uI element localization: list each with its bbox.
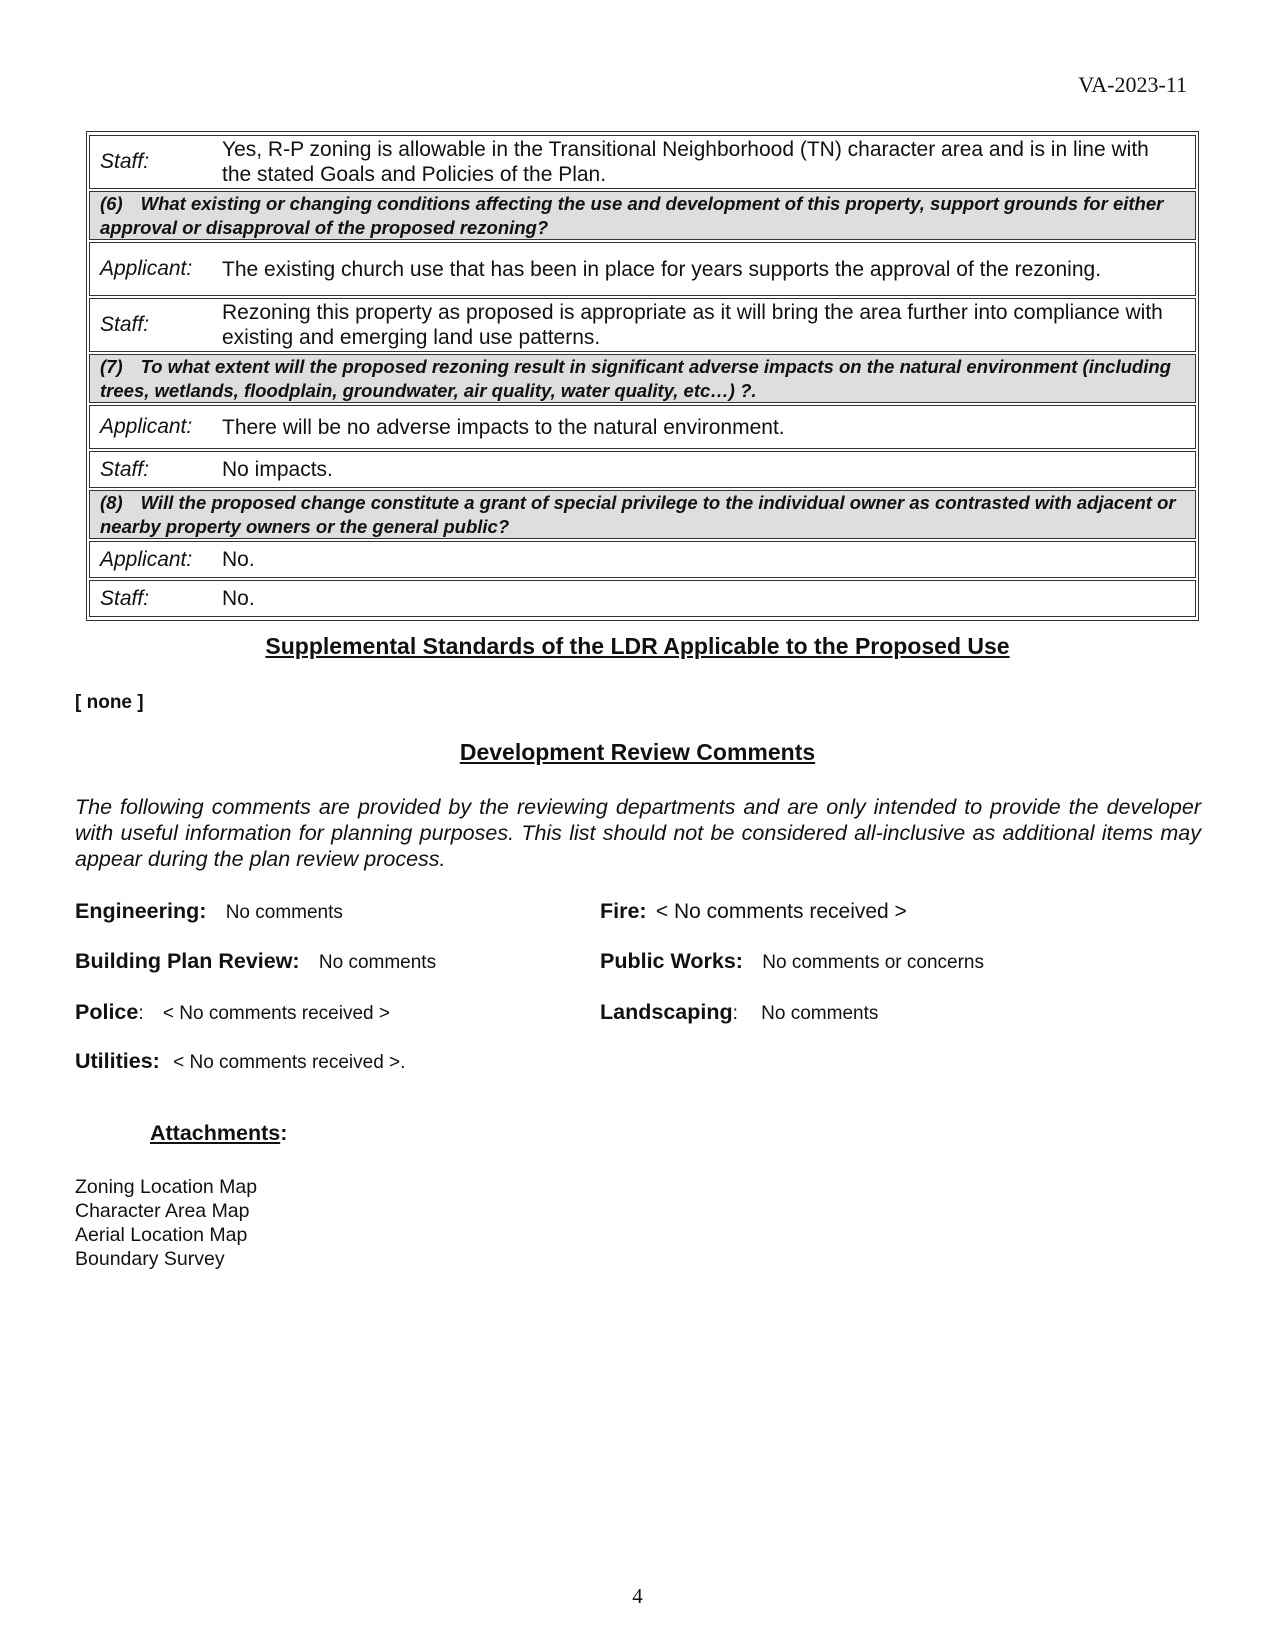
page-number: 4 [632,1584,643,1608]
utilities-value: < No comments received >. [173,1052,406,1073]
question-cell [89,191,1196,240]
row-label: Applicant: [89,242,218,296]
table-row [89,580,1196,617]
public-works-comment [600,949,984,974]
row-text: Yes, R-P zoning is allowable in the Transitional Neighborhood (TN) character area and is in line with the stated Goals and Policies of the Plan. [218,135,1196,189]
criteria-table [86,131,1199,621]
question-row [89,490,1196,539]
table-row [89,242,1196,296]
list-item: Aerial Location Map [75,1224,248,1246]
supplemental-standards-value: [ none ] [75,692,144,713]
supplemental-standards-heading: Supplemental Standards of the LDR Applicable to the Proposed Use [265,633,1010,659]
landscaping-value: No comments [761,1003,879,1024]
document-id: VA-2023-11 [1078,72,1187,97]
question-row [89,354,1196,403]
question-text: To what extent will the proposed rezoning result in significant adverse impacts on the natural environment (including trees, wetlands, floodplain, groundwater, air quality, water quality, etc…) ?. [100,356,1171,401]
row-text: No. [218,580,1196,617]
question-text: Will the proposed change constitute a grant of special privilege to the individual owner as contrasted with adjacent or nearby property owners or the general public? [100,492,1176,537]
row-text: Rezoning this property as proposed is appropriate as it will bring the area further into compliance with existing and emerging land use patterns. [218,298,1196,352]
building-plan-review-value: No comments [318,952,437,973]
police-separator: : [138,1003,144,1024]
row-text: No. [218,541,1196,578]
public-works-label: Public Works: [600,949,743,973]
question-cell [89,354,1196,403]
row-label: Staff: [89,451,218,488]
row-text: There will be no adverse impacts to the natural environment. [218,405,1196,449]
engineering-comment [75,899,343,924]
police-label: Police [75,1000,139,1024]
landscaping-comment [600,1000,878,1025]
fire-comment [600,899,907,924]
table-row [89,135,1196,189]
row-label: Applicant: [89,405,218,449]
review-intro-paragraph: The following comments are provided by the reviewing departments and are only intended to provide the developer with useful information for planning purposes. This list should not be considered all-inclusive as additional items may appear during the plan review process. [75,795,1201,871]
utilities-comment [75,1049,405,1074]
engineering-label: Engineering: [75,899,207,923]
building-plan-review-comment [75,949,436,974]
engineering-value: No comments [225,902,343,923]
row-label: Staff: [89,580,218,617]
landscaping-label: Landscaping [600,1000,733,1024]
public-works-value: No comments or concerns [762,952,984,973]
row-label: Staff: [89,135,218,189]
question-number: (8) [100,492,123,513]
attachments-title: Attachments [150,1121,281,1145]
table-row [89,298,1196,352]
question-text: What existing or changing conditions affecting the use and development of this property, support grounds for either approval or disapproval of the proposed rezoning? [100,193,1164,238]
question-number: (6) [100,193,123,214]
landscaping-separator: : [732,1003,738,1024]
attachments-colon: : [280,1121,288,1145]
row-label: Applicant: [89,541,218,578]
list-item: Character Area Map [75,1200,250,1222]
question-row [89,191,1196,240]
question-cell [89,490,1196,539]
development-review-heading: Development Review Comments [459,739,816,765]
question-number: (7) [100,356,123,377]
attachments-heading [150,1121,287,1146]
row-label: Staff: [89,298,218,352]
row-text: The existing church use that has been in place for years supports the approval of the rezoning. [218,242,1196,296]
table-row [89,451,1196,488]
row-text: No impacts. [218,451,1196,488]
list-item: Boundary Survey [75,1248,225,1270]
building-plan-review-label: Building Plan Review: [75,949,300,973]
utilities-label: Utilities: [75,1049,160,1073]
table-row [89,541,1196,578]
police-comment [75,1000,390,1025]
police-value: < No comments received > [162,1003,390,1024]
fire-label: Fire: [600,899,647,923]
fire-value: < No comments received > [655,900,907,923]
list-item: Zoning Location Map [75,1176,258,1198]
table-row [89,405,1196,449]
attachments-list [75,1175,257,1271]
